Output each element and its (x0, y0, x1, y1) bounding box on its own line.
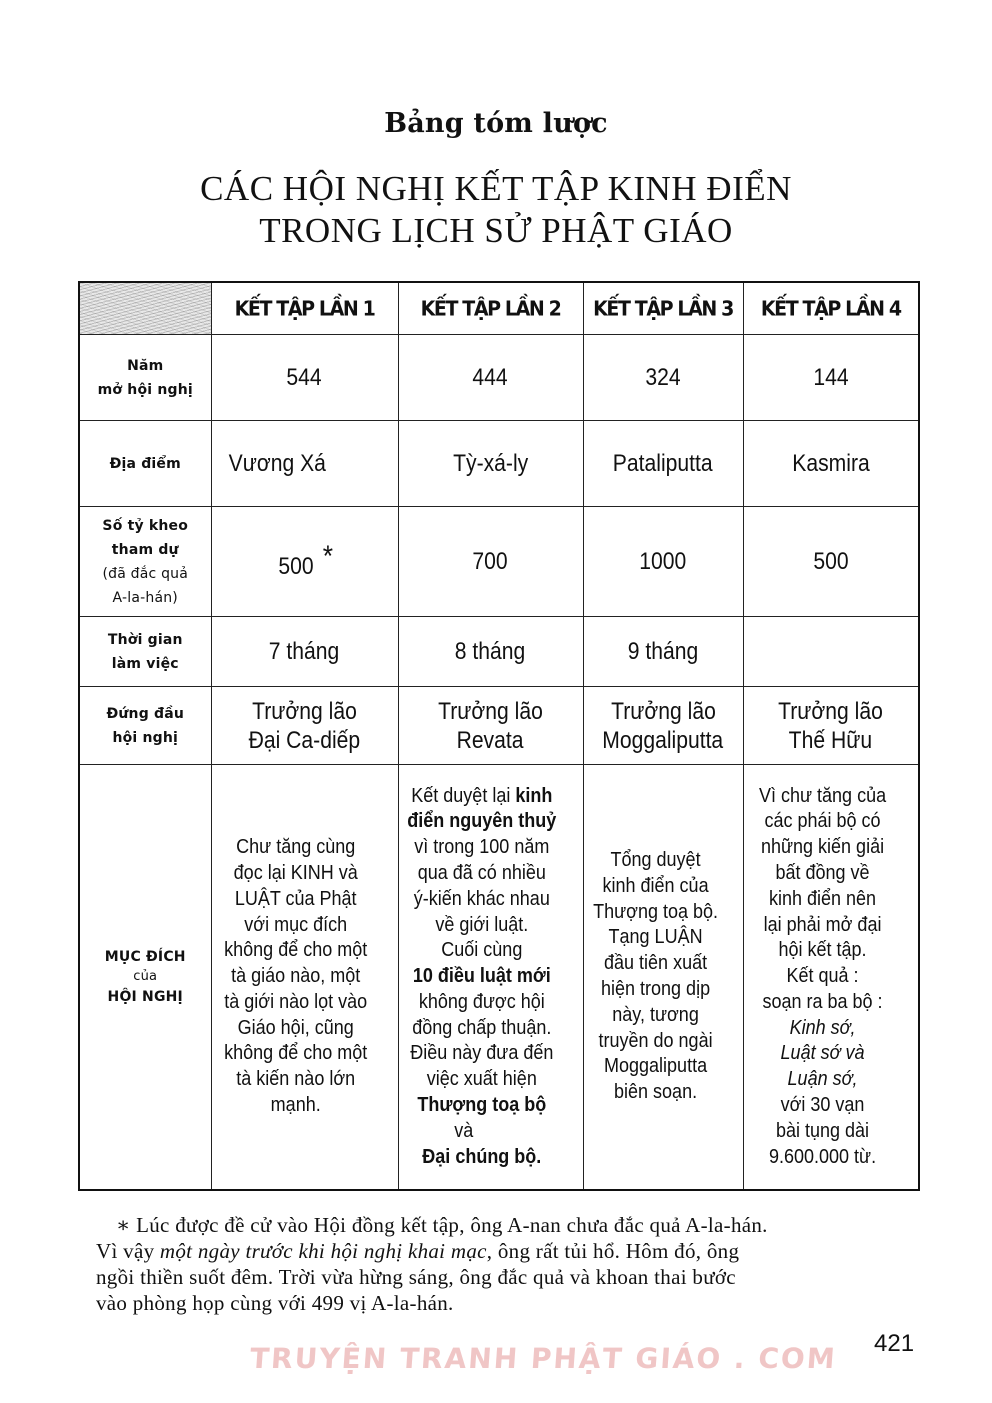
text-run-italic: một ngày trước khi hội nghị khai mạc (159, 1239, 487, 1263)
text-line: soạn ra ba bộ : (761, 990, 883, 1013)
row-label-line: hội nghị (112, 729, 179, 746)
text-line: Điều này đưa đến (409, 1042, 553, 1065)
cell-monks-3 (583, 507, 743, 617)
text-line: Luật sớ và (780, 1042, 864, 1065)
header-row (79, 282, 919, 335)
text-line: và (453, 1119, 473, 1142)
cell-value: Revata (457, 726, 524, 754)
cell-value: Trưởng lão (778, 697, 884, 725)
cell-value: Thế Hữu (789, 726, 873, 754)
cell-value: 8 tháng (455, 638, 526, 665)
row-label-monks (79, 507, 211, 617)
cell-purpose-2 (398, 765, 583, 1191)
text-line (399, 784, 565, 810)
subtitle-line-2: TRONG LỊCH SỬ PHẬT GIÁO (259, 211, 733, 250)
cell-duration-1 (211, 617, 398, 687)
text-line: 10 điều luật mới (412, 965, 551, 988)
text-line: hiện trong dịp (600, 978, 710, 1000)
column-header-council-3: KẾT TẬP LẦN 3 (583, 280, 743, 337)
footnote (96, 1212, 906, 1316)
cell-value: Trưởng lão (610, 697, 716, 725)
text-line: Tổng duyệt (610, 849, 701, 872)
text-line: này, tương (611, 1003, 699, 1026)
text-line: Kết quả : (785, 965, 859, 988)
row-label-line: mở hội nghị (97, 381, 193, 398)
text-line: Vì chư tăng của (758, 784, 886, 807)
cell-leader-1 (211, 687, 398, 765)
cell-purpose-1 (211, 765, 398, 1191)
cell-value: Trưởng lão (438, 697, 543, 725)
text-line: bài tụng dài (775, 1119, 869, 1142)
row-label-line: HỘI NGHỊ (107, 989, 183, 1005)
text-line: mạnh. (270, 1094, 321, 1117)
text-line: tà giới nào lọt vào (223, 990, 367, 1013)
row-label-leader (79, 687, 211, 765)
text-line: đọc lại KINH và (233, 861, 358, 884)
cell-leader-4 (743, 687, 919, 765)
text-line: Kinh sớ, (789, 1016, 855, 1039)
watermark: TRUYỆN TRANH PHẬT GIÁO . COM (248, 1342, 838, 1375)
text-run: , ông rất tủi hổ. Hôm đó, ông (486, 1239, 740, 1263)
cell-duration-2 (398, 617, 583, 687)
cell-value: Trưởng lão (252, 697, 357, 725)
text-line: kinh điển nên (768, 887, 876, 910)
cell-year-1 (211, 335, 398, 421)
table-row-purpose (79, 765, 919, 1191)
cell-value: 144 (813, 364, 849, 391)
row-label-line: tham dự (111, 541, 179, 558)
cell-value: 700 (472, 548, 509, 575)
text-line: biên soạn. (613, 1081, 697, 1104)
page-subtitle (0, 168, 992, 252)
cell-value: 444 (472, 364, 509, 391)
row-label-line: Số tỷ kheo (102, 517, 189, 534)
text-line: không được hội (418, 990, 545, 1013)
text-line: điển nguyên thuỷ (406, 810, 556, 833)
cell-duration-4 (743, 617, 919, 687)
cell-leader-2 (398, 687, 583, 765)
footnote-line: vào phòng họp cùng với 499 vị A-la-hán. (96, 1291, 454, 1315)
text-line: ý-kiến khác nhau (413, 887, 550, 910)
row-label-line: của (133, 969, 158, 984)
text-line: Chư tăng cùng (235, 836, 355, 859)
cell-value: Pataliputta (613, 450, 713, 477)
text-line: Cuối cùng (440, 939, 522, 962)
cell-purpose-3 (583, 765, 743, 1191)
text-line: với mục đích (243, 913, 347, 936)
text-line: Đại chúng bộ. (421, 1145, 541, 1168)
cell-monks-1 (211, 507, 398, 617)
text-line: tà kiến nào lớn (235, 1068, 355, 1091)
text-line: tà giáo nào, một (230, 965, 360, 988)
table-row-monks (79, 507, 919, 617)
text-line: kinh điển của (602, 874, 709, 897)
row-label-duration (79, 617, 211, 687)
cell-place-4 (743, 421, 919, 507)
text-line: 9.600.000 từ. (768, 1145, 876, 1168)
text-line: không để cho một (223, 1042, 367, 1065)
cell-value: Đại Ca-diếp (248, 726, 361, 754)
text-line: truyền do ngài (597, 1029, 713, 1052)
row-label-line: Năm (127, 357, 164, 374)
row-label-line: (đã đắc quả (102, 565, 189, 582)
table-row-duration (79, 617, 919, 687)
text-line: qua đã có nhiều (417, 861, 546, 884)
column-header-council-2: KẾT TẬP LẦN 2 (398, 280, 583, 337)
column-header-council-1: KẾT TẬP LẦN 1 (211, 280, 398, 337)
footnote-asterisk-icon: * (322, 540, 333, 573)
cell-value: 500 (813, 548, 849, 575)
cell-value: Moggaliputta (602, 726, 724, 754)
text-line: Thượng toạ bộ. (592, 900, 718, 923)
text-line: đồng chấp thuận. (411, 1016, 551, 1039)
text-line: LUẬT của Phật (234, 887, 357, 910)
row-label-line: làm việc (111, 655, 179, 672)
text-run-bold: kinh (514, 784, 552, 807)
text-line: đầu tiên xuất (603, 952, 707, 975)
text-line: những kiến giải (760, 836, 884, 859)
text-run: Kết duyệt lại (410, 784, 515, 807)
cell-value: Tỳ-xá-ly (452, 450, 529, 477)
text-line: về giới luật. (434, 913, 528, 936)
cell-year-2 (398, 335, 583, 421)
text-line: Thượng toạ bộ (416, 1094, 546, 1117)
corner-cell (79, 282, 211, 335)
cell-year-4 (743, 335, 919, 421)
cell-place-3 (583, 421, 743, 507)
text-line: các phái bộ có (763, 810, 881, 833)
cell-year-3 (583, 335, 743, 421)
text-line: Giáo hội, cũng (237, 1016, 354, 1039)
table-row-leader (79, 687, 919, 765)
subtitle-line-1: CÁC HỘI NGHỊ KẾT TẬP KINH ĐIỂN (200, 169, 792, 208)
footnote-line: ∗ Lúc được đề cử vào Hội đồng kết tập, ông A-nan chưa đắc quả A-la-hán. (116, 1213, 768, 1237)
row-label-year (79, 335, 211, 421)
row-label-line: A-la-hán) (112, 589, 178, 606)
text-line: việc xuất hiện (426, 1068, 537, 1091)
row-label-line: Thời gian (107, 631, 183, 648)
row-label-place: Địa điểm (79, 421, 211, 507)
page-title: Bảng tóm lược (384, 108, 608, 139)
cell-place-1 (211, 421, 398, 507)
cell-value: 7 tháng (269, 638, 340, 665)
cell-value: 324 (645, 364, 681, 391)
text-line: Tạng LUẬN (608, 926, 703, 949)
cell-value: Kasmira (792, 450, 870, 477)
table-row-year (79, 335, 919, 421)
cell-value: Vương Xá (228, 450, 326, 477)
cell-duration-3 (583, 617, 743, 687)
footnote-line (96, 1238, 906, 1264)
page-number: 421 (874, 1330, 915, 1357)
table-row-place (79, 421, 919, 507)
text-line: Luận sớ, (787, 1068, 857, 1091)
row-label-line: Đứng đầu (106, 705, 185, 722)
text-run: Vì vậy (96, 1239, 160, 1263)
row-label-purpose (79, 765, 211, 1191)
cell-value: 9 tháng (627, 638, 699, 665)
column-header-council-4: KẾT TẬP LẦN 4 (743, 280, 919, 337)
cell-monks-4 (743, 507, 919, 617)
text-line: hội kết tập. (777, 939, 867, 962)
text-line: lại phải mở đại (763, 913, 881, 936)
text-line: Moggaliputta (603, 1055, 707, 1078)
text-line: vì trong 100 năm (413, 836, 549, 859)
cell-leader-3 (583, 687, 743, 765)
cell-value: 1000 (639, 548, 687, 575)
cell-place-2 (398, 421, 583, 507)
cell-purpose-4 (743, 765, 919, 1191)
text-line: với 30 vạn (780, 1094, 864, 1117)
cell-value: 544 (286, 364, 323, 391)
text-line: bất đồng về (774, 861, 870, 884)
text-line: không để cho một (223, 939, 367, 962)
council-summary-table (78, 281, 920, 1191)
cell-monks-2 (398, 507, 583, 617)
cell-value: 500 (278, 553, 314, 580)
footnote-line: ngồi thiền suốt đêm. Trời vừa hừng sáng, ông đắc quả và khoan thai bước (96, 1265, 736, 1289)
row-label-line: MỤC ĐÍCH (104, 949, 186, 965)
